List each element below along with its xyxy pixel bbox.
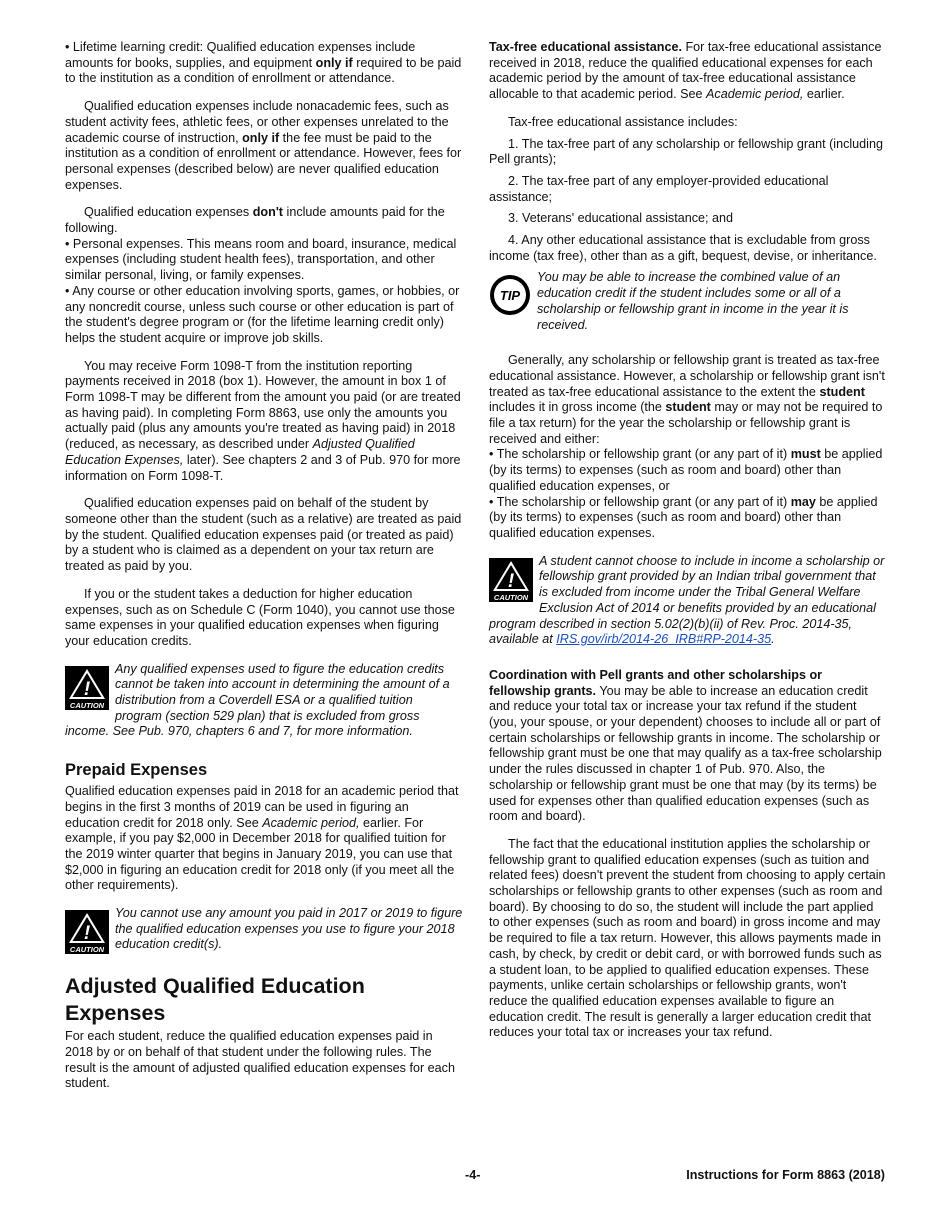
deduction-paragraph: If you or the student takes a deduction for higher education expenses, such as on Schedule C (Form 1040), you cannot use those same expenses in your qualified education expenses when figuring your education credits. (65, 586, 455, 648)
caution-icon (65, 666, 109, 715)
tip-icon (489, 274, 531, 321)
paid-on-behalf-paragraph: Qualified education expenses paid on behalf of the student by someone other than the student (such as a relative) are treated as paid by the student. Qualified education expenses paid (or treated as paid) by a student who is claimed as a dependent on your tax return are treated as paid by you. (65, 496, 462, 574)
caution-note-coverdell: ! CAUTION Any qualified expenses used to figure the education credits cannot be taken into account in determining the amount of a distribution from a Coverdell ESA or a qualified tuition program (section 529 plan) that is excluded from gross income. See Pub. 970, chapters 6 and 7, for more information. (65, 661, 450, 739)
caution-label: CAUTION (493, 592, 529, 602)
caution-label: CAUTION (69, 945, 105, 955)
lifetime-learning-bullet: • Lifetime learning credit: Qualified education expenses include amounts for books, supplies, and equipment only if required to be paid to the institution as a condition of enrollment or attendance. (65, 40, 463, 87)
list-item: 1. The tax-free part of any scholarship or fellowship grant (including Pell grants); (489, 136, 883, 167)
document-title: Instructions for Form 8863 (2018) (686, 1168, 885, 1182)
caution-note-tribal: ! CAUTION A student cannot choose to include in income a scholarship or fellowship grant provided by an Indian tribal government that is excluded from income under the Tribal General Welfare Exclusion Act of 2014 or benefits provided by an educational program described in section 5.02(2)(b)(ii) of Rev. Proc. 2014-35, available at IRS.gov/irb/2014-26_IRB#RP-2014-35. (489, 553, 885, 647)
adjusted-expenses-heading: Adjusted Qualified Education Expenses (65, 974, 365, 1026)
scholarship-treatment-paragraph: Generally, any scholarship or fellowship grant is treated as tax-free educational assistance. However, a scholarship or fellowship grant isn't treated as tax-free educational assistance to the extent the student includes it in gross income (the student may or may not be required to file a tax return) for the year the scholarship or fellowship grant is received and either: (489, 353, 885, 446)
pell-grants-paragraph: Coordination with Pell grants and other scholarships or fellowship grants. You may be able to increase an education credit and reduce your total tax or increase your tax refund if the student (you, your spouse, or your dependent) chooses to include all or part of certain scholarships or fellowship grants in income. The scholarship or fellowship grant must be one that may qualify as a tax-free scholarship under the rules discussed in chapter 1 of Pub. 970. Also, the scholarship or fellowship grant must be one that may (by its terms) be used for expenses other than qualified education expenses (such as room and board). (489, 667, 882, 824)
caution-note-prior-year: ! CAUTION You cannot use any amount you paid in 2017 or 2019 to figure the qualified education expenses you use to figure your 2018 education credit(s). (65, 906, 463, 953)
prepaid-expenses-paragraph: Qualified education expenses paid in 2018 for an academic period that begins in the first 3 months of 2019 can be used in figuring an education credit for 2018 only. See Academic period, earlier. For example, if you pay $2,000 in December 2018 for qualified tuition for the 2019 winter quarter that begins in January 2019, you can use that $2,000 in figuring an education credit for 2018 only (if you meet all the other requirements). (65, 784, 459, 893)
dont-include-paragraph: Qualified education expenses don't include amounts paid for the following. (65, 205, 445, 236)
caution-exclamation: ! (83, 678, 91, 700)
tip-note: TIP You may be able to increase the combined value of an education credit if the student includes some or all of a scholarship or fellowship grant in income in the year it is received. (489, 270, 887, 333)
irs-gov-irb-link[interactable]: IRS.gov/irb/2014-26_IRB#RP-2014-35 (556, 632, 772, 647)
sports-course-bullet: • Any course or other education involving sports, games, or hobbies, or any noncredit course, unless such course or other education is part of the student's degree program or (for the lifetime learning credit only) helps the student acquire or improve job skills. (65, 284, 463, 347)
assistance-includes-paragraph: Tax-free educational assistance includes: (508, 114, 738, 129)
right-column (489, 40, 887, 1053)
caution-exclamation: ! (507, 570, 515, 592)
institution-applies-paragraph: The fact that the educational institution applies the scholarship or fellowship grant to qualified education expenses (such as tuition and related fees) doesn't prevent the student from choosing to apply certain scholarships or fellowship grants to other expenses (such as room and board). By choosing to do so, the student will include the part applied to other expenses (such as room and board) in gross income and may be required to file a tax return. However, this allows payments made in cash, by check, by credit or debit card, or with borrowed funds such as a student loan, to be applied to qualified education expenses. These payments, unlike certain scholarships or fellowship grants, won't reduce the qualified education expenses available to figure an education credit. The result is generally a larger education credit that reduces your total tax or increases your tax refund. (489, 836, 886, 1040)
prepaid-expenses-heading: Prepaid Expenses (65, 761, 208, 780)
page-number: -4- (465, 1168, 481, 1182)
caution-icon (65, 910, 109, 959)
adjusted-expenses-paragraph: For each student, reduce the qualified education expenses paid in 2018 by or on behalf of that student under the following rules. The result is the amount of adjusted qualified education expenses for each student. (65, 1029, 455, 1091)
caution-exclamation: ! (83, 923, 91, 945)
nonacademic-fees-paragraph: Qualified education expenses include nonacademic fees, such as student activity fees, athletic fees, or other expenses unrelated to the academic course of instruction, only if the fee must be paid to the institution as a condition of enrollment or attendance. However, fees for personal expenses (described below) are never qualified education expenses. (65, 99, 462, 192)
svg-text:TIP: TIP (499, 288, 521, 304)
form-1098t-paragraph: You may receive Form 1098-T from the institution reporting payments received in 2018 (box 1). However, the amount in box 1 of Form 1098-T may be different from the amount you paid (or are treated as having paid). In completing Form 8863, use only the amounts you actually paid (plus any amounts you're treated as having paid) in 2018 (reduced, as necessary, as described under Adjusted Qualified Education Expenses, later). See chapters 2 and 3 of Pub. 970 for more information on Form 1098-T. (65, 358, 461, 483)
caution-label: CAUTION (69, 700, 105, 710)
tax-free-assistance-paragraph: Tax-free educational assistance. For tax-free educational assistance received in 2018, reduce the qualified educational expenses for each academic period by the amount of tax-free educational assistance allocable to that academic period. See Academic period, earlier. (489, 40, 882, 102)
list-item: 4. Any other educational assistance that is excludable from gross income (tax free), other than as a gift, bequest, devise, or inheritance. (489, 233, 877, 263)
left-column (65, 40, 463, 1104)
caution-icon (489, 558, 533, 607)
list-item: 3. Veterans' educational assistance; and (508, 211, 734, 226)
personal-expenses-bullet: • Personal expenses. This means room and board, insurance, medical expenses (including student health fees), transportation, and other similar personal, living, or family expenses. (65, 237, 463, 284)
must-apply-bullet: • The scholarship or fellowship grant (or any part of it) must be applied (by its terms) to expenses (such as room and board) other than qualified education expenses, or (489, 447, 887, 494)
list-item: 2. The tax-free part of any employer-provided educational assistance; (489, 173, 829, 204)
may-apply-bullet: • The scholarship or fellowship grant (or any part of it) may be applied (by its terms) to expenses (such as room and board) other than qualified education expenses. (489, 495, 887, 542)
